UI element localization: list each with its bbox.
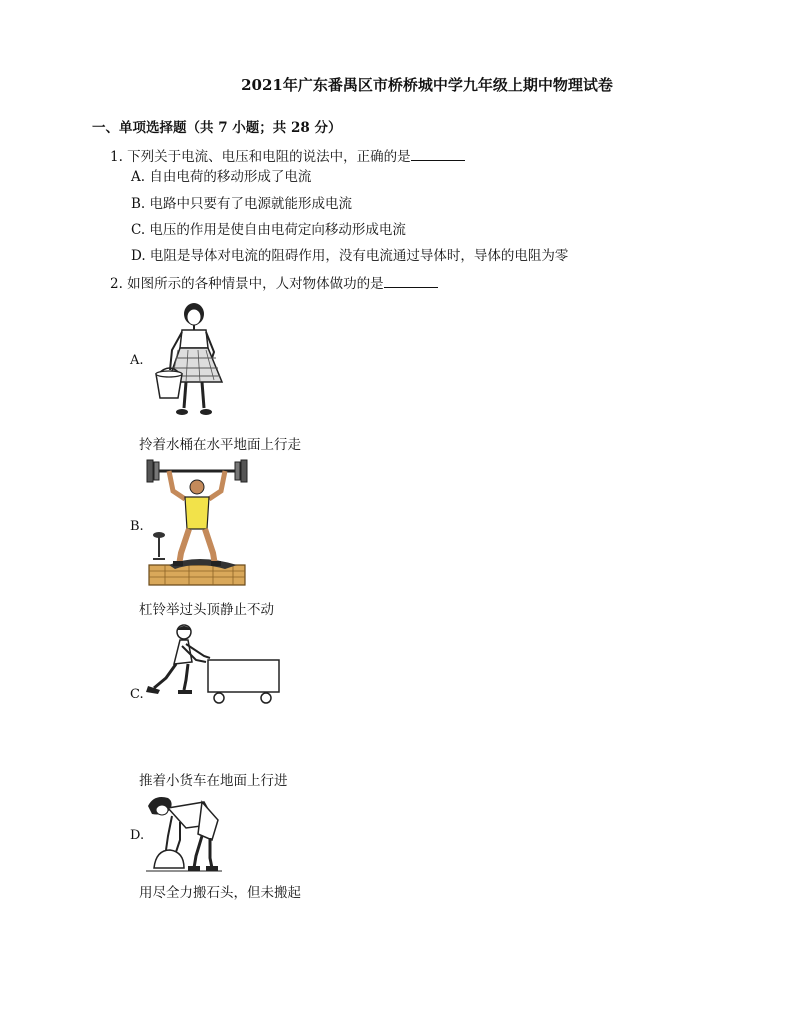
question-1-option-a: A. 自由电荷的移动形成了电流 [131,169,312,185]
option-d-letter: D. [130,828,145,843]
option-c-letter: C. [130,687,144,702]
man-pushing-cart-icon [144,622,284,704]
answer-blank [411,148,465,161]
option-a-letter: A. [130,353,144,368]
woman-lifting-stone-icon [146,794,222,874]
section-heading: 一、单项选择题（共 7 小题；共 28 分） [92,120,342,136]
option-c-caption: 推着小货车在地面上行进 [139,773,288,789]
question-2-text: 2. 如图所示的各种情景中，人对物体做功的是 [110,276,384,292]
weightlifter-icon [145,457,249,591]
question-1-option-b: B. 电路中只要有了电源就能形成电流 [131,196,353,212]
answer-blank [384,275,438,288]
question-1-option-d: D. 电阻是导体对电流的阻碍作用，没有电流通过导体时，导体的电阻为零 [131,248,569,264]
girl-carrying-bucket-icon [148,300,230,422]
option-b-caption: 杠铃举过头顶静止不动 [139,602,274,618]
question-1-text: 1. 下列关于电流、电压和电阻的说法中，正确的是 [110,149,411,165]
option-a-caption: 拎着水桶在水平地面上行走 [139,437,301,453]
option-d-caption: 用尽全力搬石头，但未搬起 [139,885,301,901]
option-b-letter: B. [130,519,144,534]
question-1-option-c: C. 电压的作用是使自由电荷定向移动形成电流 [131,222,406,238]
question-1-stem [110,145,465,165]
question-2-stem [110,272,438,292]
page-title: 2021年广东番禺区市桥桥城中学九年级上期中物理试卷 [241,76,613,94]
